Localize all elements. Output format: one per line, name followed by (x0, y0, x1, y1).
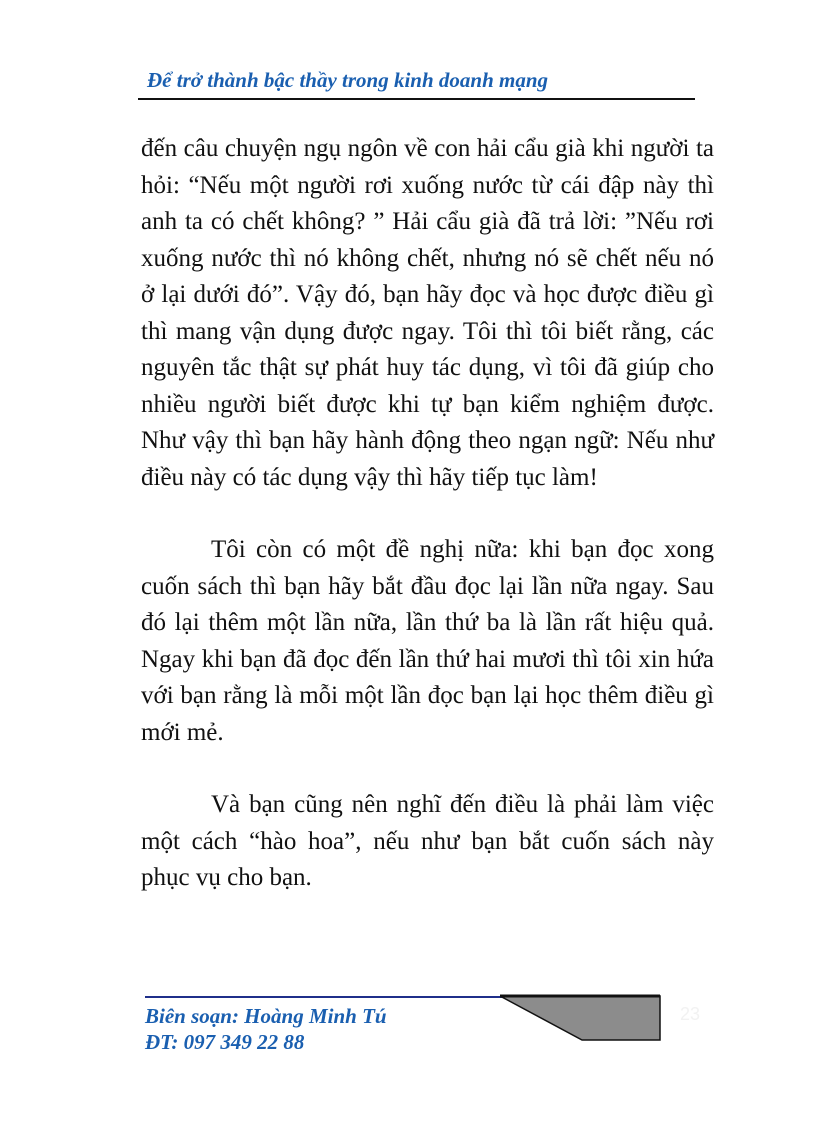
paragraph-3: Và bạn cũng nên nghĩ đến điều là phải làm việc một cách “hào hoa”, nếu như bạn bắt cuốn sách này phục vụ cho bạn. (141, 791, 714, 891)
footer-rule (145, 996, 517, 998)
footer-wedge-shape (500, 996, 660, 1040)
footer-author: Biên soạn: Hoàng Minh Tú (145, 1004, 387, 1028)
running-header-title: Để trở thành bậc thầy trong kinh doanh mạng (147, 68, 549, 92)
header-rule (138, 98, 695, 100)
paragraph-2: Tôi còn có một đề nghị nữa: khi bạn đọc xong cuốn sách thì bạn hãy bắt đầu đọc lại lần nữa ngay. Sau đó lại thêm một lần nữa, lần thứ ba là lần rất hiệu quả. Ngay khi bạn đã đọc đến lần thứ hai mươi thì tôi xin hứa với bạn rằng là mỗi một lần đọc bạn lại học thêm điều gì mới mẻ. (141, 536, 714, 746)
paragraph-1: đến câu chuyện ngụ ngôn về con hải cẩu già khi người ta hỏi: “Nếu một người rơi xuống nước từ cái đập này thì anh ta có chết không? ” Hải cẩu già đã trả lời: ”Nếu rơi xuống nước thì nó không chết, nhưng nó sẽ chết nếu nó ở lại dưới đó”. Vậy đó, bạn hãy đọc và học được điều gì thì mang vận dụng được ngay. Tôi thì tôi biết rằng, các nguyên tắc thật sự phát huy tác dụng, vì tôi đã giúp cho nhiều người biết được khi tự bạn kiểm nghiệm được. Như vậy thì bạn hãy hành động theo ngạn ngữ: Nếu như điều này có tác dụng vậy thì hãy tiếp tục làm! (141, 135, 714, 491)
page-number: 23 (680, 1004, 701, 1024)
body-text (141, 131, 714, 897)
footer-phone: ĐT: 097 349 22 88 (145, 1030, 305, 1054)
footer-wedge-ornament (500, 994, 665, 1042)
